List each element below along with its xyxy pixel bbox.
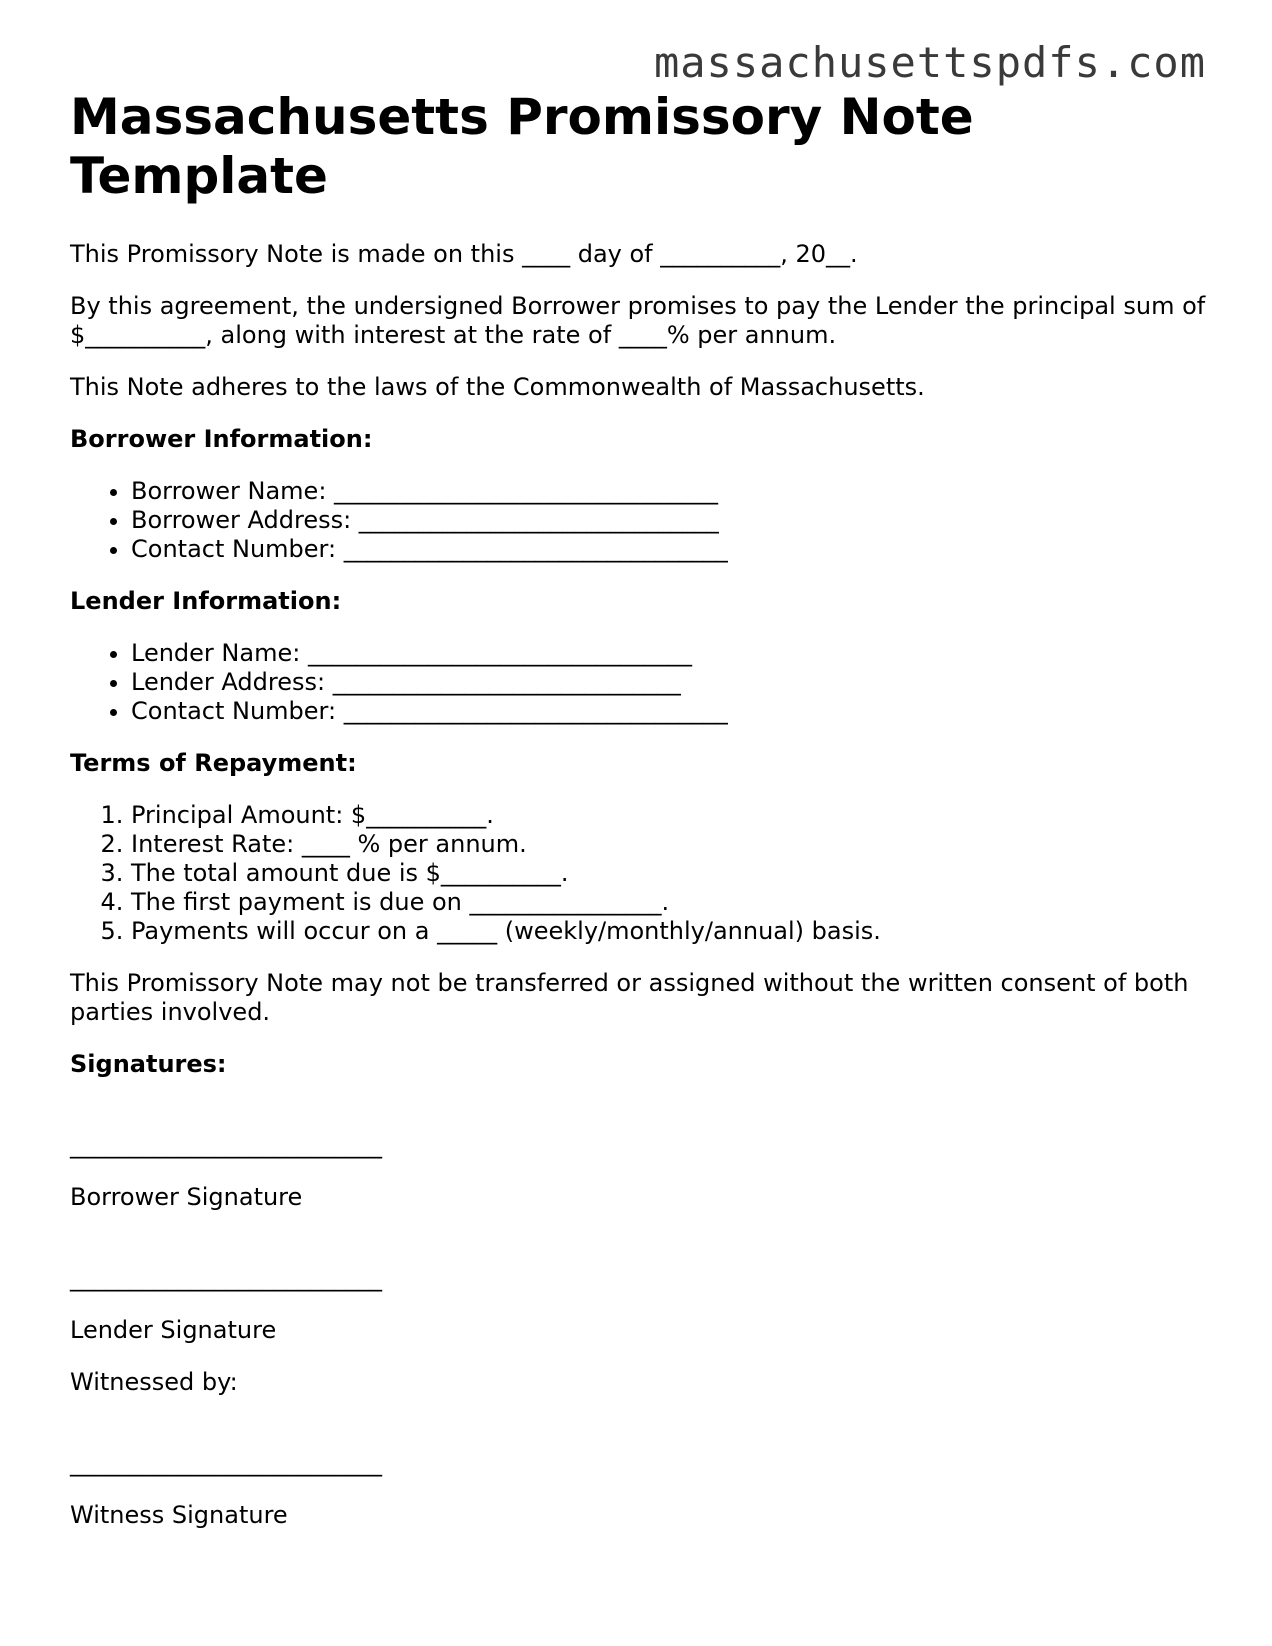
- agreement-paragraph: By this agreement, the undersigned Borrower promises to pay the Lender the principal sum of $__________, along with interest at the rate of ____% per annum.: [70, 292, 1206, 349]
- witness-signature-label: Witness Signature: [70, 1501, 288, 1529]
- repayment-terms-list: [70, 801, 1220, 946]
- borrower-name-field: • Borrower Name: ________________________________: [131, 477, 1220, 506]
- lender-info-list: [70, 639, 1220, 726]
- document-page: [70, 88, 1220, 1530]
- first-payment-term: 4. The first payment is due on ________________.: [131, 888, 1220, 917]
- document-title: Massachusetts Promissory Note Template: [70, 88, 974, 205]
- site-watermark: massachusettspdfs.com: [653, 38, 1206, 87]
- borrower-signature-label: Borrower Signature: [70, 1183, 303, 1211]
- lender-name-field: • Lender Name: ________________________________: [131, 639, 1220, 668]
- witness-signature-line: __________________________: [70, 1449, 382, 1477]
- borrower-info-heading: Borrower Information:: [70, 425, 373, 453]
- principal-amount-term: 1. Principal Amount: $__________.: [131, 801, 1220, 830]
- witnessed-by-label: Witnessed by:: [70, 1368, 238, 1396]
- lender-address-field: • Lender Address: _____________________________: [131, 668, 1220, 697]
- lender-signature-label: Lender Signature: [70, 1316, 277, 1344]
- total-due-term: 3. The total amount due is $__________.: [131, 859, 1220, 888]
- borrower-contact-field: • Contact Number: ________________________________: [131, 535, 1220, 564]
- date-line: This Promissory Note is made on this ____ day of __________, 20__.: [70, 240, 858, 268]
- signatures-heading: Signatures:: [70, 1050, 227, 1078]
- lender-info-heading: Lender Information:: [70, 587, 342, 615]
- borrower-signature-line: __________________________: [70, 1131, 382, 1159]
- transfer-clause: This Promissory Note may not be transferred or assigned without the written consent of both parties involved.: [70, 969, 1189, 1026]
- repayment-terms-heading: Terms of Repayment:: [70, 749, 357, 777]
- lender-signature-line: __________________________: [70, 1264, 382, 1292]
- interest-rate-term: 2. Interest Rate: ____ % per annum.: [131, 830, 1220, 859]
- borrower-address-field: • Borrower Address: ______________________________: [131, 506, 1220, 535]
- governing-law-paragraph: This Note adheres to the laws of the Commonwealth of Massachusetts.: [70, 373, 925, 401]
- borrower-info-list: [70, 477, 1220, 564]
- payment-frequency-term: 5. Payments will occur on a _____ (weekly/monthly/annual) basis.: [131, 917, 1220, 946]
- lender-contact-field: • Contact Number: ________________________________: [131, 697, 1220, 726]
